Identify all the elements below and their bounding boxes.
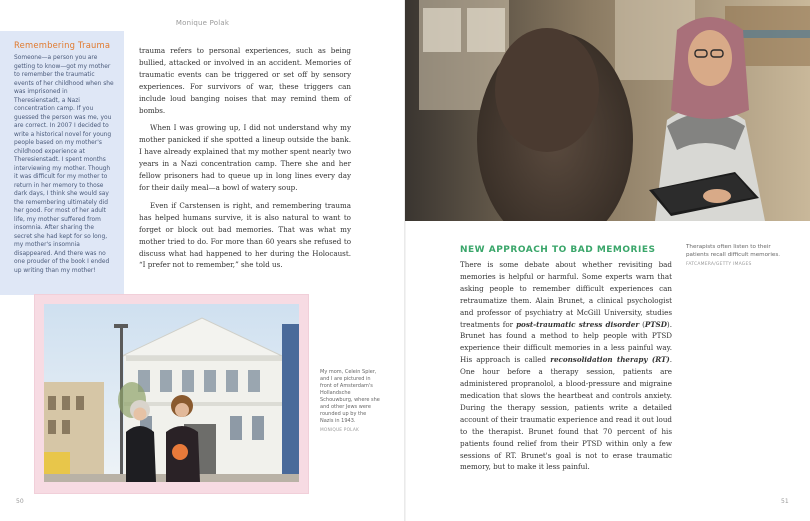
body-paragraph: When I was growing up, I did not understand why my mother panicked if she spotted a lineup outside the bank. I have already explained that my mother spent nearly two years in a Nazi concentration camp. There she and her fellow prisoners had to queue up in long lines every day for their daily meal—a bowl of watery soup. — [139, 123, 351, 192]
body-text-run: . One hour before a therapy session, patients are administered propranolol, a blood-pressure and migraine medication that slows the heartbeat and controls anxiety. During the therapy session, patients write a detailed account of their traumatic experience and read it out loud to the therapist. Brunet found that 70 percent of his patients found relief from their PTSD within only a few sessions of RT. Brunet's goal is not to erase traumatic memory, but to make it less painful. — [460, 355, 672, 472]
running-head: Monique Polak — [175, 19, 230, 27]
body-paragraph — [460, 259, 672, 473]
right-body-text — [460, 259, 672, 473]
page-number-left: 50 — [16, 498, 24, 505]
therapy-photo — [405, 0, 810, 221]
photo-frame — [35, 295, 308, 493]
term-ptsd: post-traumatic stress disorder — [516, 319, 640, 329]
caption-text: My mom, Celein Spier, and I are pictured in front of Amsterdam's Hollandsche Schouwburg, where she and other Jews were rounded up by the Nazis in 1943. — [320, 369, 380, 424]
abbr-open: ( — [639, 319, 645, 329]
body-paragraph: trauma refers to personal experiences, such as being bullied, attacked or involved in an accident. Memories of traumatic events can be triggered or set off by sensory experiences. For survivors of war, these triggers can include loud banging noises that may remind them of bombs. — [139, 46, 351, 115]
body-text-run: Brunet has found a method to help people with PTSD experience their difficult memories in a less painful way. His approach is called — [460, 331, 672, 365]
sidebar-body: Someone—a person you are getting to know—got my mother to remember the traumatic events of her childhood when she was imprisoned in Theresienstadt, a Nazi concentration camp. If you guessed the person was me, you are correct. In 2007 I decided to write a historical novel for young people based on my mother's childhood experience at Theresienstadt. I spent months interviewing my mother. Though it was difficult for my mother to return in her memory to those dark days, I think she would say the remembering ultimately did her good. For most of her adult life, my mother suffered from insomnia. After sharing the secret she had kept for so long, my mother's insomnia disappeared. And there was no one prouder of the book I ended up writing than my mother! — [14, 55, 114, 274]
abbr-ptsd: PTSD — [644, 319, 667, 329]
right-photo-caption — [686, 244, 790, 268]
abbr-close: ). — [666, 319, 672, 329]
body-text-run: There is some debate about whether revisiting bad memories is helpful or harmful. Some experts warn that asking people to remember difficult experiences can retraumatize them. Alain Brunet, a clinical psychologist and professor of psychiatry at McGill University, studies treatments for — [460, 260, 672, 329]
caption-text: Therapists often listen to their patients recall difficult memories. — [686, 244, 781, 258]
body-paragraph: Even if Carstensen is right, and remembering trauma has helped humans survive, it is also natural to want to forget or block out bad memories. That was what my mother tried to do. For more than 60 years she refused to discuss what had happened to her during the Holocaust. “I prefer not to remember,” she told us. — [139, 200, 351, 270]
left-body-text — [139, 45, 351, 271]
left-photo-caption — [320, 369, 380, 434]
page-number-right: 51 — [781, 498, 789, 505]
sidebar-box — [0, 31, 124, 295]
photo-credit: FATCAMERA/GETTY IMAGES — [686, 261, 752, 267]
street-photo-illustration — [44, 304, 299, 482]
section-heading: NEW APPROACH TO BAD MEMORIES — [460, 245, 656, 255]
street-photo — [44, 304, 299, 482]
therapy-photo-illustration — [405, 0, 810, 221]
photo-credit: MONIQUE POLAK — [320, 428, 360, 433]
term-rt: reconsolidation therapy (RT) — [550, 355, 670, 365]
sidebar-title: Remembering Trauma — [14, 40, 111, 50]
